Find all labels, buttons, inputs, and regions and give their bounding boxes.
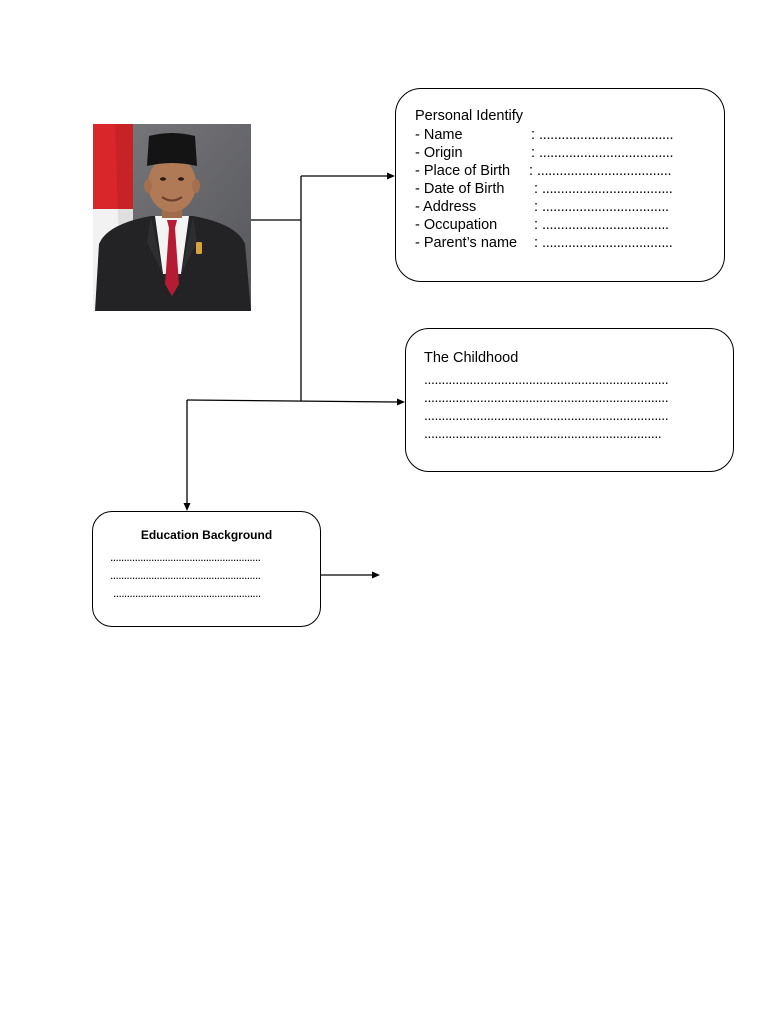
education-background-title: Education Background	[140, 528, 273, 542]
childhood-box	[405, 328, 734, 472]
field-label: - Name	[415, 127, 463, 143]
face	[148, 156, 196, 212]
education-blank-line[interactable]: .......................................................	[110, 550, 261, 564]
childhood-blank-line[interactable]: ......................................................................	[424, 407, 669, 423]
childhood-blank-line[interactable]: ......................................................................	[424, 371, 669, 387]
field-label: - Occupation	[415, 217, 498, 233]
personal-identify-title: Personal Identify	[415, 108, 524, 124]
field-blank[interactable]: ...................................	[542, 181, 673, 197]
field-colon: :	[534, 217, 539, 233]
childhood-blank-line[interactable]: ....................................................................	[424, 425, 662, 441]
ear-left	[144, 179, 152, 193]
arrowhead-right	[372, 572, 380, 579]
field-blank[interactable]: ..................................	[542, 217, 669, 233]
childhood-blank-line[interactable]: ......................................................................	[424, 389, 669, 405]
education-background-box	[92, 511, 321, 627]
field-label: - Date of Birth	[415, 181, 505, 197]
childhood-title: The Childhood	[424, 350, 519, 366]
arrowhead-to-education	[184, 503, 191, 511]
field-colon: :	[534, 235, 539, 251]
field-label: - Place of Birth	[415, 163, 511, 179]
field-colon: :	[531, 127, 536, 143]
field-label: - Address	[415, 199, 477, 215]
field-label: - Origin	[415, 145, 463, 161]
education-blank-line[interactable]: .......................................................	[110, 568, 261, 582]
eye-left	[160, 177, 166, 181]
lapel-badge	[196, 242, 202, 254]
field-blank[interactable]: ....................................	[537, 163, 672, 179]
arrowhead-to-personal	[387, 173, 395, 180]
ear-right	[192, 179, 200, 193]
field-colon: :	[529, 163, 534, 179]
field-blank[interactable]: ..................................	[542, 199, 669, 215]
field-colon: :	[531, 145, 536, 161]
personal-identify-box	[395, 88, 725, 282]
field-blank[interactable]: ....................................	[539, 145, 674, 161]
field-colon: :	[534, 199, 539, 215]
field-label: - Parent’s name	[415, 235, 518, 251]
portrait-photo	[93, 124, 251, 311]
field-blank[interactable]: ...................................	[542, 235, 673, 251]
cap	[147, 133, 197, 166]
field-colon: :	[534, 181, 539, 197]
arrowhead-to-childhood	[397, 399, 405, 406]
field-blank[interactable]: ....................................	[539, 127, 674, 143]
eye-right	[178, 177, 184, 181]
education-blank-line[interactable]: ......................................................	[113, 586, 261, 600]
